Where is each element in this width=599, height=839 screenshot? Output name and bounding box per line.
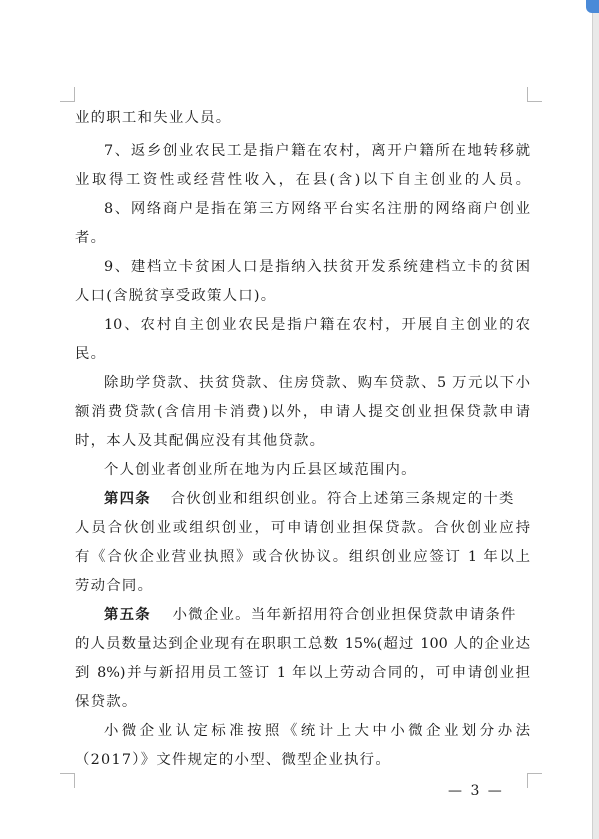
text-line: 个人创业者创业所在地为内丘县区域范围内。 xyxy=(104,462,417,478)
article-4-label: 第四条 xyxy=(104,490,151,507)
text-line: 合伙创业和组织创业。符合上述第三条规定的十类 xyxy=(170,491,515,507)
crop-mark-bottom-right xyxy=(527,773,542,788)
article-5-heading xyxy=(104,605,530,625)
text-line: 小微企业认定标准按照《统计上大中小微企业划分办法 xyxy=(104,723,530,739)
text-line: 业的职工和失业人员。 xyxy=(75,110,232,126)
text-line: 民。 xyxy=(75,346,107,362)
crop-mark-top-left xyxy=(60,87,75,102)
text-line: 者。 xyxy=(75,230,107,246)
text-line: 除助学贷款、扶贫贷款、住房贷款、购车贷款、5 万元以下小 xyxy=(104,375,530,391)
text-line: 劳动合同。 xyxy=(75,578,154,594)
text-line: 人口(含脱贫享受政策人口)。 xyxy=(75,288,277,304)
crop-mark-bottom-left xyxy=(60,773,75,788)
text-line: 7、返乡创业农民工是指户籍在农村，离开户籍所在地转移就 xyxy=(104,143,530,159)
text-line: 到 8%)并与新招用员工签订 1 年以上劳动合同的，可申请创业担 xyxy=(75,665,530,681)
text-line: 人员合伙创业或组织创业，可申请创业担保贷款。合伙创业应持 xyxy=(75,520,530,536)
text-line: 小微企业。当年新招用符合创业担保贷款申请条件 xyxy=(172,607,517,623)
article-4-heading xyxy=(104,489,530,509)
text-line: （2017）》文件规定的小型、微型企业执行。 xyxy=(75,752,391,768)
text-line: 的人员数量达到企业现有在职职工总数 15%(超过 100 人的企业达 xyxy=(75,636,530,652)
text-line: 有《合伙企业营业执照》或合伙协议。组织创业应签订 1 年以上 xyxy=(75,549,530,565)
text-line: 时，本人及其配偶应没有其他贷款。 xyxy=(75,433,326,449)
text-line: 9、建档立卡贫困人口是指纳入扶贫开发系统建档立卡的贫困 xyxy=(104,259,530,275)
text-line: 额消费贷款(含信用卡消费)以外，申请人提交创业担保贷款申请 xyxy=(75,404,530,420)
bookmark-icon xyxy=(586,0,599,13)
text-line: 8、网络商户是指在第三方网络平台实名注册的网络商户创业 xyxy=(104,201,530,217)
text-line: 业取得工资性或经营性收入，在县(含)以下自主创业的人员。 xyxy=(75,172,530,188)
page-number: — 3 — xyxy=(448,783,504,799)
text-line: 10、农村自主创业农民是指户籍在农村，开展自主创业的农 xyxy=(104,317,530,333)
crop-mark-top-right xyxy=(527,87,542,102)
article-5-label: 第五条 xyxy=(104,606,151,623)
text-line: 保贷款。 xyxy=(75,694,138,710)
